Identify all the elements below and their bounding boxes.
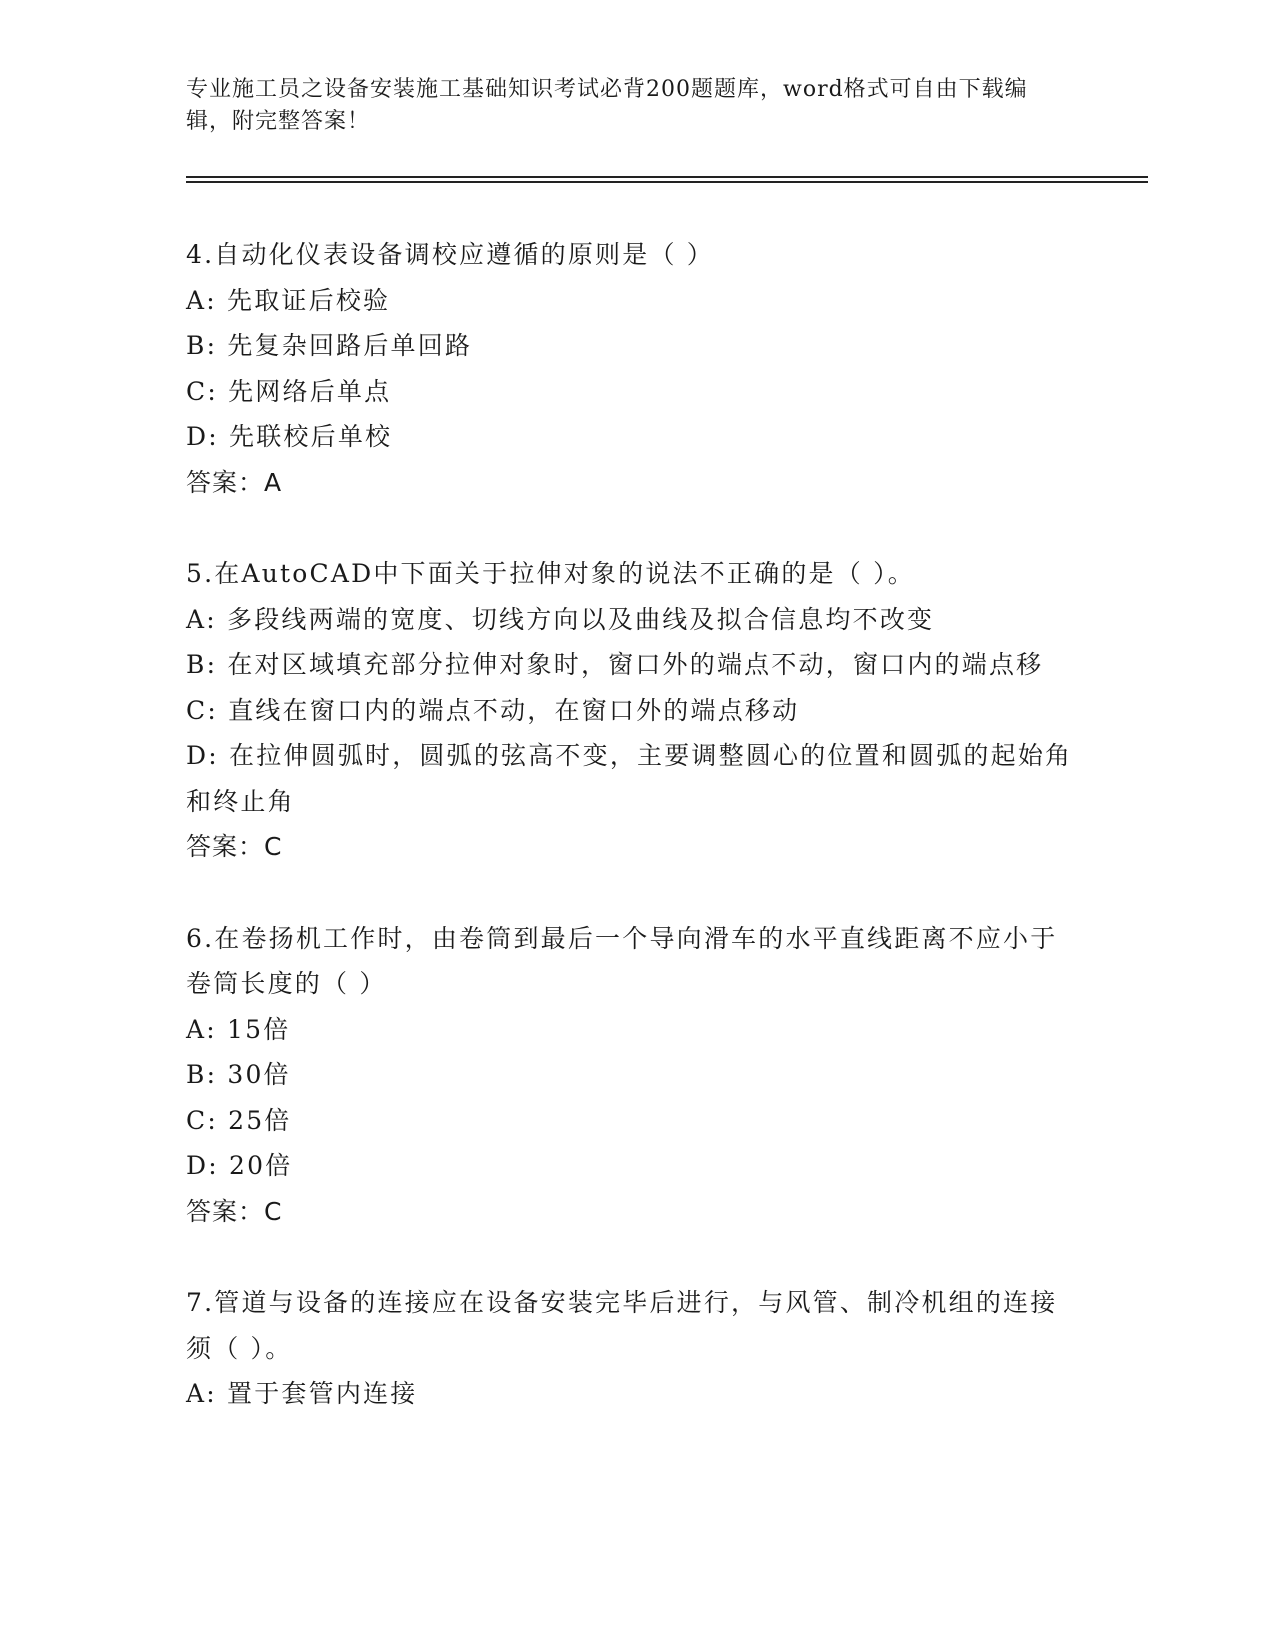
option-b: B: 先复杂回路后单回路 [186,331,473,360]
option-a: A: 置于套管内连接 [186,1379,418,1408]
option-d: D: 在拉伸圆弧时，圆弧的弦高不变，主要调整圆心的位置和圆弧的起始角和终止角 [186,741,1073,816]
question-7 [186,1280,1076,1417]
question-stem: 5.在AutoCAD中下面关于拉伸对象的说法不正确的是（ ）。 [186,559,915,588]
question-stem: 6.在卷扬机工作时，由卷筒到最后一个导向滑车的水平直线距离不应小于卷筒长度的（ ） [186,923,1058,998]
answer: 答案：A [186,467,283,497]
header-divider-bottom [186,181,1148,183]
option-c: C: 25倍 [186,1105,292,1135]
option-a: A: 15倍 [186,1014,291,1044]
question-6 [186,916,1076,1235]
option-a: A: 多段线两端的宽度、切线方向以及曲线及拟合信息均不改变 [186,604,935,634]
option-c: C: 直线在窗口内的端点不动，在窗口外的端点移动 [186,695,800,725]
question-stem: 7.管道与设备的连接应在设备安装完毕后进行，与风管、制冷机组的连接须（ ）。 [186,1288,1058,1363]
question-5 [186,551,1076,870]
option-b: B: 30倍 [186,1060,291,1089]
answer: 答案：C [186,832,283,861]
answer: 答案：C [186,1196,283,1226]
option-c: C: 先网络后单点 [186,376,392,406]
option-b: B: 在对区域填充部分拉伸对象时，窗口外的端点不动，窗口内的端点移 [186,650,1044,679]
header-divider-top [186,176,1148,178]
question-4 [186,232,1076,505]
option-a: A: 先取证后校验 [186,285,391,315]
option-d: D: 20倍 [186,1151,293,1180]
question-list [186,232,1076,1463]
question-stem: 4.自动化仪表设备调校应遵循的原则是（ ） [186,240,715,269]
document-header: 专业施工员之设备安装施工基础知识考试必背200题题库，word格式可自由下载编辑，附完整答案！ [186,77,1028,134]
option-d: D: 先联校后单校 [186,422,393,451]
